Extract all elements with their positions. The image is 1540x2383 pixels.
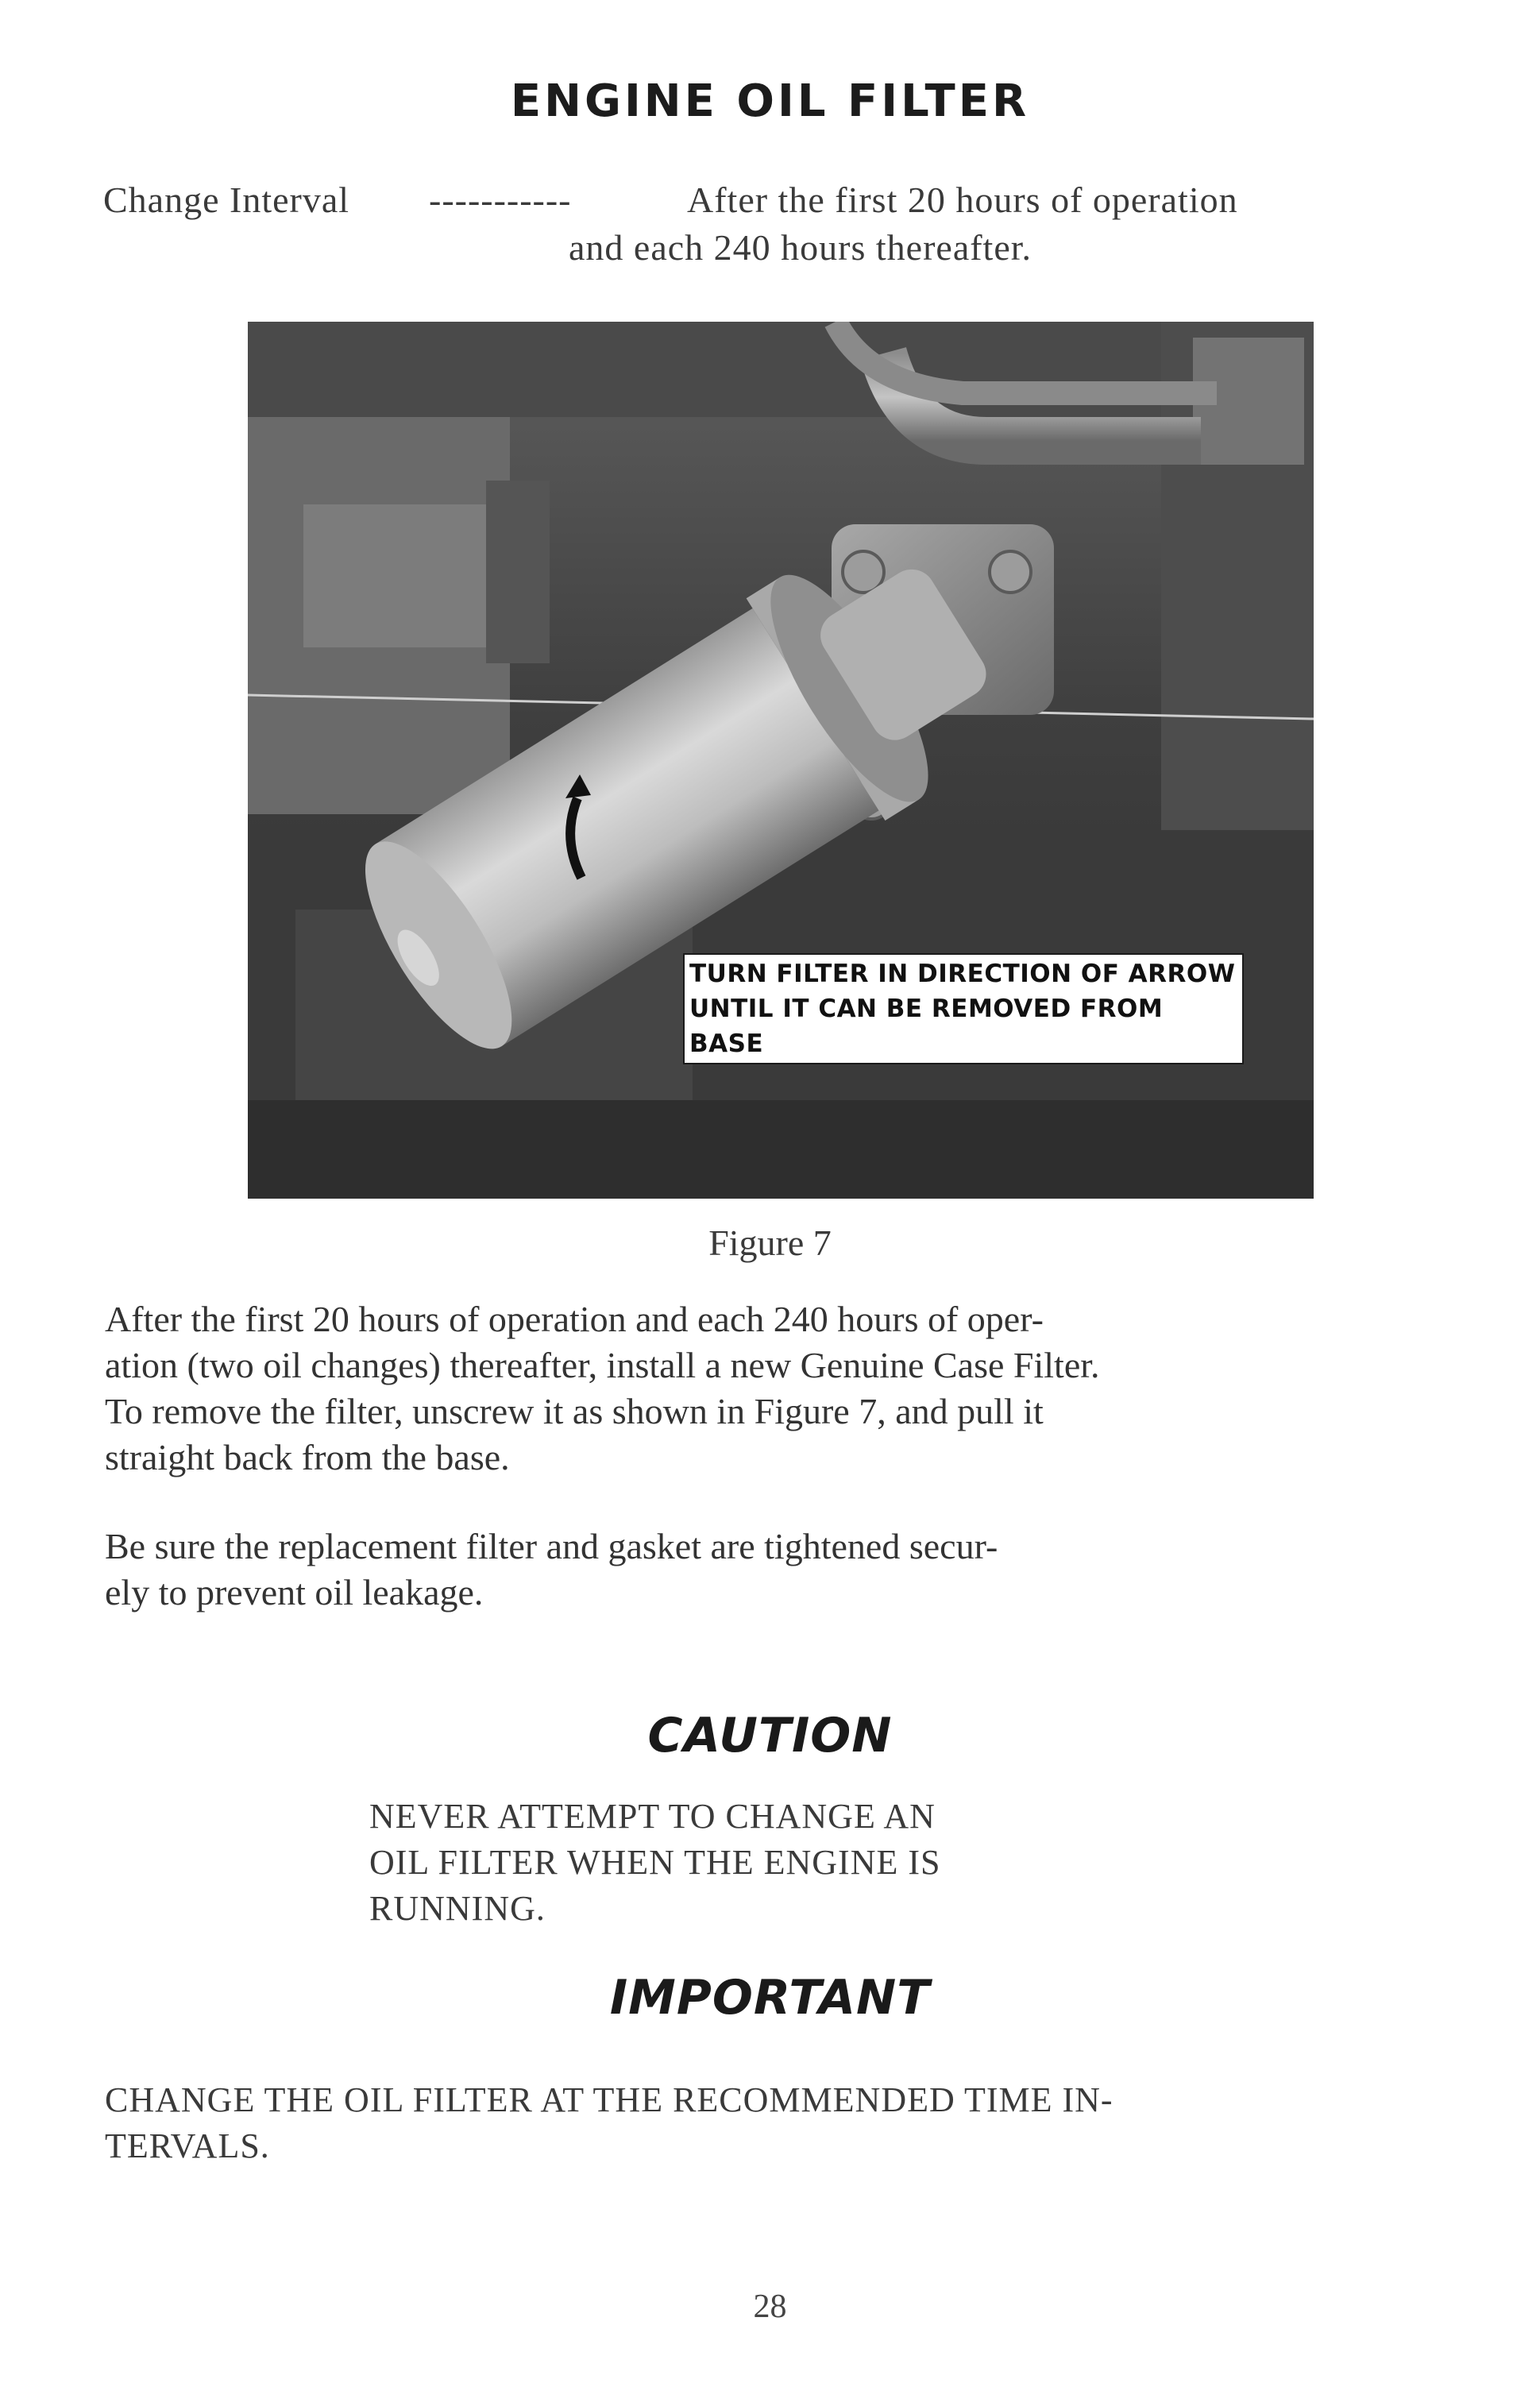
paragraph-line: To remove the filter, unscrew it as shown in Figure 7, and pull it — [105, 1391, 1044, 1431]
caution-text — [369, 1794, 941, 1932]
interval-text-line1: After the first 20 hours of operation — [687, 180, 1238, 220]
page-number: 28 — [753, 2288, 787, 2325]
caution-line: OIL FILTER WHEN THE ENGINE IS — [369, 1843, 941, 1882]
oil-filter-photo — [248, 322, 1314, 1199]
paragraph-line: straight back from the base. — [105, 1437, 510, 1477]
overlay-line2: UNTIL IT CAN BE REMOVED FROM BASE — [689, 995, 1164, 1058]
figure-overlay-label — [683, 953, 1244, 1064]
important-text — [105, 2077, 1447, 2169]
important-heading: IMPORTANT — [609, 1970, 931, 2026]
page-title: ENGINE OIL FILTER — [510, 75, 1030, 127]
interval-text-line2: and each 240 hours thereafter. — [569, 227, 1032, 268]
important-line: CHANGE THE OIL FILTER AT THE RECOMMENDED TIME IN- — [105, 2080, 1114, 2119]
body-paragraph-2 — [105, 1524, 1442, 1616]
figure-caption: Figure 7 — [708, 1222, 832, 1263]
caution-line: NEVER ATTEMPT TO CHANGE AN — [369, 1797, 936, 1836]
overlay-line1: TURN FILTER IN DIRECTION OF ARROW — [689, 960, 1236, 988]
paragraph-line: ely to prevent oil leakage. — [105, 1572, 484, 1612]
interval-dashes: ----------- — [429, 180, 572, 220]
body-paragraph-1 — [105, 1296, 1442, 1481]
paragraph-line: Be sure the replacement filter and gasket are tightened secur- — [105, 1526, 998, 1566]
paragraph-line: After the first 20 hours of operation and each 240 hours of oper- — [105, 1299, 1044, 1339]
caution-line: RUNNING. — [369, 1889, 546, 1928]
important-line: TERVALS. — [105, 2126, 270, 2165]
caution-heading: CAUTION — [647, 1708, 893, 1763]
interval-label: Change Interval — [103, 180, 350, 220]
paragraph-line: ation (two oil changes) thereafter, install a new Genuine Case Filter. — [105, 1345, 1100, 1385]
